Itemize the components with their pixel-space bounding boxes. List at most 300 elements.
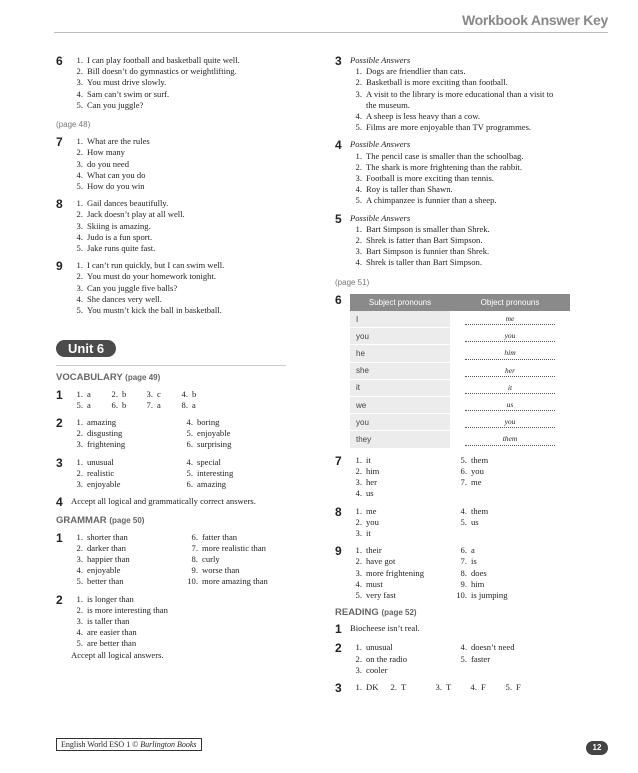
list-item xyxy=(350,111,590,122)
item-number: 2. xyxy=(355,516,362,527)
item-text: A sheep is less heavy than a cow. xyxy=(366,111,480,122)
item-text: more frightening xyxy=(366,567,424,578)
list-item xyxy=(71,605,311,616)
item-number: 10. xyxy=(456,589,467,600)
header-divider xyxy=(54,32,608,33)
grid-item xyxy=(181,479,301,490)
item-text: b xyxy=(122,399,127,410)
item-text: Skiing is amazing. xyxy=(87,220,151,231)
grid-item xyxy=(385,682,430,695)
item-number: 4. xyxy=(76,88,83,99)
list-item xyxy=(71,55,311,66)
exercise-number: 2 xyxy=(56,416,63,431)
item-number: 5. xyxy=(505,681,512,692)
item-text: Basketball is more exciting than football. xyxy=(366,77,508,88)
grid-item xyxy=(350,488,455,499)
grid-item xyxy=(71,417,181,428)
item-number: 8. xyxy=(460,567,467,578)
list-item xyxy=(71,209,311,220)
exercise-3 xyxy=(335,55,590,133)
section-page: (page 52) xyxy=(381,608,417,618)
list-item xyxy=(350,195,590,206)
section-title: GRAMMAR xyxy=(56,515,107,527)
item-text: I can play football and basketball quite well. xyxy=(87,55,240,65)
object-pronoun: you xyxy=(465,330,555,342)
answer-block xyxy=(350,213,590,269)
grid-item xyxy=(71,468,181,479)
vocab-exercise-2 xyxy=(56,417,311,451)
grid-item xyxy=(350,517,455,528)
section-title: VOCABULARY xyxy=(56,372,123,384)
item-number: 2. xyxy=(76,542,83,553)
item-text: realistic xyxy=(87,467,115,478)
item-text: F xyxy=(516,681,521,692)
object-pronoun-cell xyxy=(450,328,570,345)
item-number: 1. xyxy=(355,545,362,556)
answer-block xyxy=(350,55,590,133)
item-text: Bart Simpson is funnier than Shrek. xyxy=(366,246,490,257)
item-number: 5. xyxy=(76,243,83,254)
exercise-number: 4 xyxy=(335,138,342,153)
item-number: 7. xyxy=(146,399,153,410)
item-text: him xyxy=(366,465,380,476)
item-number: 3. xyxy=(355,88,362,99)
item-text: are better than xyxy=(87,638,137,649)
table-row xyxy=(350,345,570,362)
item-number: 3. xyxy=(355,477,362,488)
grid-item xyxy=(176,389,216,400)
list-item xyxy=(71,198,311,209)
item-number: 1. xyxy=(76,531,83,542)
subject-pronoun: we xyxy=(350,397,450,414)
item-number: 5. xyxy=(186,467,193,478)
footer-credit xyxy=(56,738,202,751)
item-text: Dogs are friendlier than cats. xyxy=(366,66,466,77)
grammar-exercise-2 xyxy=(56,594,311,661)
item-text: it xyxy=(366,527,371,538)
object-pronoun-cell xyxy=(450,431,570,448)
item-text: very fast xyxy=(366,589,396,600)
item-continuation: the museum. xyxy=(366,99,410,110)
grid-item xyxy=(71,457,181,468)
table-row xyxy=(350,431,570,448)
table-row xyxy=(350,362,570,379)
item-text: Can you juggle five balls? xyxy=(87,282,178,293)
item-number: 2. xyxy=(76,66,83,77)
item-number: 4. xyxy=(460,505,467,516)
answer-grid xyxy=(350,506,590,540)
item-text: Sam can’t swim or surf. xyxy=(87,88,170,99)
item-number: 2. xyxy=(355,653,362,664)
grid-item xyxy=(71,576,186,587)
grid-item xyxy=(71,479,181,490)
item-number: 3. xyxy=(76,282,83,293)
item-number: 4. xyxy=(76,627,83,638)
item-number: 5. xyxy=(76,181,83,192)
item-text: T xyxy=(446,681,452,692)
table-header-row xyxy=(350,294,570,311)
object-pronoun-cell xyxy=(450,362,570,379)
item-text: Jake runs quite fast. xyxy=(87,243,156,254)
item-number: 1. xyxy=(76,388,83,399)
grid-item xyxy=(181,439,301,450)
grid-item xyxy=(71,400,106,411)
page-number: 12 xyxy=(586,741,608,755)
exercise-number: 3 xyxy=(335,54,342,68)
item-text: a xyxy=(192,399,196,410)
answer-grid xyxy=(350,455,590,500)
vocab-exercise-4 xyxy=(56,496,311,509)
list-item xyxy=(71,136,311,147)
object-pronoun: me xyxy=(465,313,555,325)
item-number: 6. xyxy=(460,545,467,556)
list-item xyxy=(350,246,590,257)
list-item xyxy=(71,594,311,605)
item-number: 5. xyxy=(76,99,83,110)
item-text: must xyxy=(366,578,383,589)
item-text: more amazing than xyxy=(202,576,268,587)
subject-pronoun: they xyxy=(350,431,450,448)
item-number: 2. xyxy=(355,77,362,88)
item-text: enjoyable xyxy=(87,479,121,490)
grid-item xyxy=(181,468,301,479)
item-text: a xyxy=(157,399,161,410)
grid-item xyxy=(350,642,455,653)
grid-item xyxy=(186,565,296,576)
exercise-number: 1 xyxy=(56,530,63,545)
grid-item xyxy=(455,477,575,488)
item-number: 2. xyxy=(76,147,83,158)
item-number: 1. xyxy=(76,456,83,467)
list-item xyxy=(350,151,590,162)
list-item xyxy=(71,294,311,305)
item-number: 5. xyxy=(355,195,362,206)
object-pronoun-cell xyxy=(450,311,570,328)
object-pronoun-cell xyxy=(450,414,570,431)
item-text: shorter than xyxy=(87,531,128,542)
item-number: 4. xyxy=(76,231,83,242)
item-number: 4. xyxy=(76,169,83,180)
grid-item xyxy=(455,556,575,567)
grid-item xyxy=(350,455,455,466)
item-number: 3. xyxy=(355,567,362,578)
grammar-heading xyxy=(56,515,311,526)
object-pronoun-cell xyxy=(450,397,570,414)
exercise-number: 7 xyxy=(56,135,63,150)
grid-item xyxy=(350,556,455,567)
item-text: F xyxy=(481,681,486,692)
pronoun-table xyxy=(350,294,570,449)
list-item xyxy=(71,232,311,243)
item-number: 5. xyxy=(460,516,467,527)
item-number: 4. xyxy=(76,293,83,304)
item-text: is more interesting than xyxy=(87,604,168,615)
vocab-exercise-1 xyxy=(56,389,311,411)
reading-exercise-3 xyxy=(335,682,590,695)
list-item xyxy=(71,147,311,158)
exercise-number: 9 xyxy=(335,544,342,559)
item-number: 9. xyxy=(460,578,467,589)
item-text: She dances very well. xyxy=(87,293,162,304)
item-text: darker than xyxy=(87,542,126,553)
list-item xyxy=(71,66,311,77)
item-text: You must do your homework tonight. xyxy=(87,271,216,282)
object-pronoun-cell xyxy=(450,379,570,396)
item-text: surprising xyxy=(197,439,232,450)
exercise-number: 7 xyxy=(335,453,342,468)
item-number: 1. xyxy=(355,66,362,77)
vocabulary-heading xyxy=(56,372,311,383)
item-text: The pencil case is smaller than the schoolbag. xyxy=(366,150,524,161)
answer-list xyxy=(350,66,590,133)
grid-item xyxy=(350,654,455,665)
answer-block xyxy=(350,139,590,206)
answer-list xyxy=(71,198,311,254)
item-number: 1. xyxy=(355,454,362,465)
item-text: b xyxy=(122,388,127,399)
answer-grid xyxy=(71,457,311,491)
item-number: 3. xyxy=(76,615,83,626)
grid-item xyxy=(455,568,575,579)
list-item xyxy=(350,77,590,88)
grid-item xyxy=(186,532,296,543)
answer-grid xyxy=(350,642,590,676)
answer-grid xyxy=(71,532,311,588)
answer-block xyxy=(350,294,590,449)
item-text: fatter than xyxy=(202,531,238,542)
item-number: 3. xyxy=(76,77,83,88)
item-text: I can’t run quickly, but I can swim well. xyxy=(87,260,225,271)
item-number: 7. xyxy=(460,477,467,488)
item-number xyxy=(455,665,467,676)
subject-pronoun: I xyxy=(350,311,450,328)
item-number: 1. xyxy=(76,198,83,209)
grid-item xyxy=(350,665,455,676)
grid-item xyxy=(500,682,535,695)
grid-item xyxy=(455,545,575,556)
page-header: Workbook Answer Key xyxy=(461,12,608,28)
item-number: 2. xyxy=(76,604,83,615)
exercise-number: 3 xyxy=(56,455,63,470)
grid-item xyxy=(350,590,455,601)
item-text: How do you win xyxy=(87,181,145,192)
item-text: cooler xyxy=(366,664,388,675)
object-pronoun: her xyxy=(465,365,555,377)
grid-item xyxy=(455,642,575,653)
item-text: have got xyxy=(366,556,396,567)
list-item xyxy=(350,184,590,195)
item-number: 5. xyxy=(355,122,362,133)
item-number xyxy=(455,528,467,539)
unit-divider xyxy=(56,365,286,366)
answer-text: Biocheese isn’t real. xyxy=(350,623,420,634)
grid-item xyxy=(350,545,455,556)
item-text: Shrek is taller than Bart Simpson. xyxy=(366,257,483,268)
item-text: T xyxy=(401,681,407,692)
item-text: is jumping xyxy=(471,589,508,600)
item-text: amazing xyxy=(197,479,227,490)
item-text: on the radio xyxy=(366,653,408,664)
exercise-8 xyxy=(56,198,311,254)
item-number: 4. xyxy=(460,642,467,653)
item-number: 6. xyxy=(191,531,198,542)
item-text: Gail dances beautifully. xyxy=(87,198,169,209)
answer-grid xyxy=(71,389,311,411)
exercise-number: 8 xyxy=(335,504,342,519)
answer-grid xyxy=(350,682,590,695)
item-text: enjoyable xyxy=(197,428,231,439)
grid-item xyxy=(186,576,296,587)
grid-item xyxy=(71,543,186,554)
item-text: Can you juggle? xyxy=(87,99,144,110)
item-number: 1. xyxy=(76,417,83,428)
item-number: 2. xyxy=(76,209,83,220)
grammar-exercise-1 xyxy=(56,532,311,588)
item-number: 3. xyxy=(76,158,83,169)
item-text: The shark is more frightening than the rabbit. xyxy=(366,161,523,172)
item-text: b xyxy=(192,388,197,399)
item-text: A visit to the library is more educational than a visit to xyxy=(366,88,554,99)
item-number: 4. xyxy=(355,578,362,589)
item-number: 6. xyxy=(186,479,193,490)
item-number: 4. xyxy=(181,388,188,399)
answer-list xyxy=(71,260,311,316)
reading-exercise-2 xyxy=(335,642,590,676)
item-text: do you need xyxy=(87,158,130,169)
item-number: 3. xyxy=(355,246,362,257)
item-text: him xyxy=(471,578,485,589)
list-item xyxy=(71,627,311,638)
grid-item xyxy=(186,554,296,565)
item-number: 5. xyxy=(76,305,83,316)
item-text: Shrek is fatter than Bart Simpson. xyxy=(366,235,483,246)
item-number: 2. xyxy=(76,271,83,282)
object-pronoun: us xyxy=(465,399,555,411)
item-text: Roy is taller than Shawn. xyxy=(366,184,453,195)
answer-grid xyxy=(350,545,590,601)
answer-list xyxy=(71,594,311,650)
item-text: me xyxy=(366,505,377,516)
grid-item xyxy=(350,682,385,695)
item-text: amazing xyxy=(87,417,117,428)
item-text: unusual xyxy=(366,642,393,653)
page-reference: (page 48) xyxy=(56,120,91,130)
item-number: 1. xyxy=(76,55,83,65)
item-number: 2. xyxy=(355,235,362,246)
column-header: Object pronouns xyxy=(450,294,570,311)
item-text: enjoyable xyxy=(87,565,121,576)
grid-item xyxy=(106,389,141,400)
item-text: us xyxy=(471,516,479,527)
list-item xyxy=(71,221,311,232)
grid-item xyxy=(186,543,296,554)
exercise-8 xyxy=(335,506,590,540)
unit-badge: Unit 6 xyxy=(56,340,116,357)
list-item xyxy=(71,181,311,192)
item-text: you xyxy=(471,465,484,476)
list-item xyxy=(350,257,590,268)
item-number: 5. xyxy=(460,653,467,664)
exercise-5 xyxy=(335,213,590,269)
list-item xyxy=(350,235,590,246)
item-number: 4. xyxy=(355,184,362,195)
item-text: DK xyxy=(366,681,379,692)
item-text: you xyxy=(366,516,379,527)
reading-exercise-1 xyxy=(335,623,590,636)
exercise-9 xyxy=(56,260,311,316)
item-number: 1. xyxy=(355,642,362,653)
answer-list xyxy=(71,136,311,192)
item-number: 5. xyxy=(76,638,83,649)
grid-item xyxy=(455,665,575,676)
item-text: Jack doesn’t play at all well. xyxy=(87,209,185,220)
item-text: her xyxy=(366,477,377,488)
subject-pronoun: she xyxy=(350,362,450,379)
item-number: 4. xyxy=(470,681,477,692)
object-pronoun: him xyxy=(465,347,555,359)
item-text: a xyxy=(471,545,475,556)
subject-pronoun: you xyxy=(350,328,450,345)
item-number: 3. xyxy=(355,527,362,538)
grid-item xyxy=(181,457,301,468)
object-pronoun: it xyxy=(465,382,555,394)
item-text: doesn’t need xyxy=(471,642,515,653)
list-item xyxy=(350,173,590,184)
section-page: (page 49) xyxy=(125,373,161,383)
list-item xyxy=(71,100,311,111)
item-number: 1. xyxy=(355,505,362,516)
answer-text: Accept all logical and grammatically correct answers. xyxy=(71,496,256,507)
section-page: (page 50) xyxy=(109,516,145,526)
item-number: 4. xyxy=(76,565,83,576)
grid-item xyxy=(71,565,186,576)
item-number: 8. xyxy=(181,399,188,410)
item-number: 3. xyxy=(76,479,83,490)
grid-item xyxy=(71,532,186,543)
item-number: 6. xyxy=(186,439,193,450)
list-item xyxy=(350,224,590,235)
item-number xyxy=(455,488,467,499)
answer-label: Possible Answers xyxy=(350,212,411,223)
item-number: 3. xyxy=(435,681,442,692)
item-number: 8. xyxy=(191,553,198,564)
table-row xyxy=(350,379,570,396)
grid-item xyxy=(350,506,455,517)
item-number: 1. xyxy=(76,136,83,147)
grid-item xyxy=(455,590,575,601)
list-item xyxy=(71,89,311,100)
left-column xyxy=(56,55,311,667)
answer-list xyxy=(350,224,590,269)
item-text: them xyxy=(471,505,489,516)
item-number: 4. xyxy=(186,456,193,467)
item-number: 3. xyxy=(76,220,83,231)
list-item xyxy=(71,170,311,181)
item-text: How many xyxy=(87,147,125,158)
item-number: 5. xyxy=(460,454,467,465)
item-number: 1. xyxy=(76,593,83,604)
list-item xyxy=(71,260,311,271)
item-text: interesting xyxy=(197,467,234,478)
exercise-number: 2 xyxy=(335,641,342,656)
grid-item xyxy=(430,682,465,695)
grid-item xyxy=(455,488,575,499)
subject-pronoun: it xyxy=(350,379,450,396)
list-item xyxy=(71,159,311,170)
exercise-number: 1 xyxy=(56,387,63,402)
item-text: Football is more exciting than tennis. xyxy=(366,173,494,184)
item-text: boring xyxy=(197,417,220,428)
